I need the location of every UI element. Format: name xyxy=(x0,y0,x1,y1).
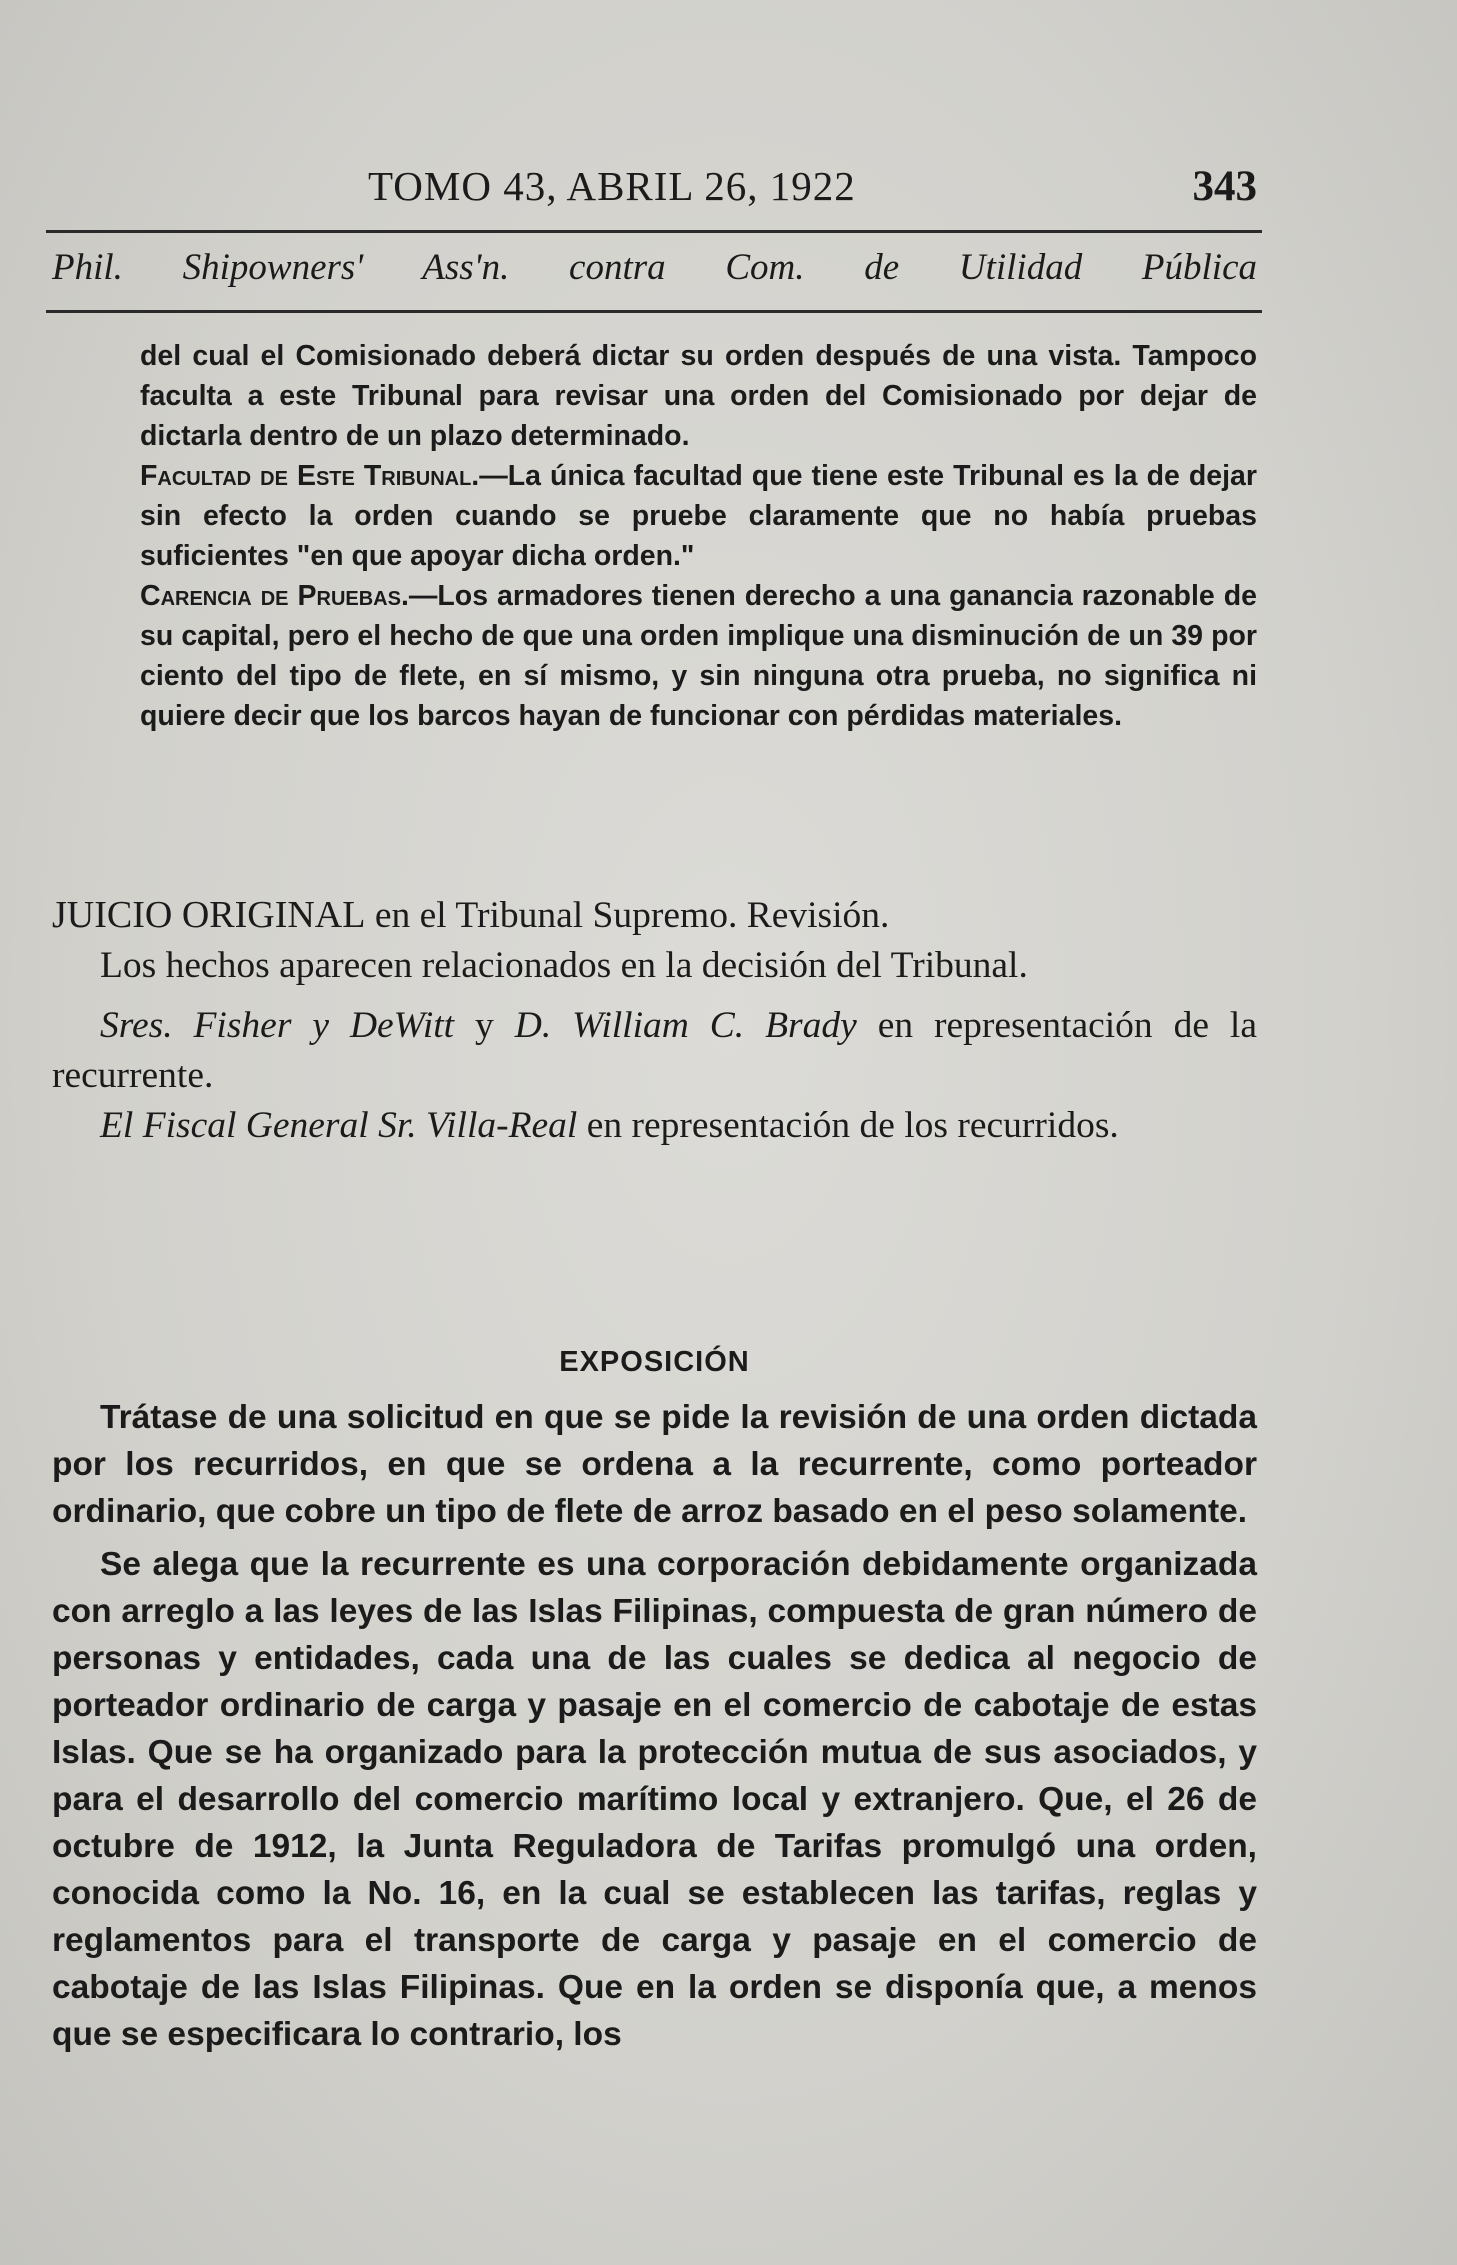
page-number: 343 xyxy=(1192,163,1257,210)
case-body xyxy=(52,890,1257,1151)
syllabus xyxy=(52,336,1257,736)
counsel-petitioner-rest: en representación de la recurrente. xyxy=(52,1005,1258,1096)
syllabus-item-3 xyxy=(52,576,1257,736)
exposition-heading: EXPOSICIÓN xyxy=(559,1346,750,1378)
header-rule-bottom xyxy=(46,310,1262,313)
syllabus-intro: del cual el Comisionado deberá dictar su orden después de una vista. Tampoco faculta a este Tribunal para revisar una orden del Comisionado por dejar de dictarla dentro de un plazo determinado. xyxy=(140,340,1257,452)
syllabus-item-2-title: Facultad de Este Tribunal. xyxy=(140,460,480,492)
case-lead-rest: en el Tribunal Supremo. Revisión. xyxy=(365,895,890,936)
counsel-petitioner-names: Sres. Fisher y DeWitt xyxy=(100,1005,455,1046)
running-head: Phil. Shipowners' Ass'n. contra Com. de Utilidad Pública xyxy=(52,247,1257,288)
exposition-paragraph-2: Se alega que la recurrente es una corporación debidamente organizada con arreglo a las leyes de las Islas Filipinas, compuesta de gran número de personas y entidades, cada una de las cuales se dedica al negocio de porteador ordinario de carga y pasaje en el comercio de cabotaje de estas Islas. Que se ha organizado para la protección mutua de sus asociados, y para el desarrollo del comercio marítimo local y extranjero. Que, el 26 de octubre de 1912, la Junta Reguladora de Tarifas promulgó una orden, conocida como la No. 16, en la cual se establecen las tarifas, reglas y reglamentos para el transporte de carga y pasaje en el comercio de cabotaje de las Islas Filipinas. Que en la orden se disponía que, a menos que se especificara lo contrario, los xyxy=(52,1546,1257,2053)
page-header xyxy=(52,162,1257,218)
counsel-petitioner xyxy=(52,1001,1257,1101)
case-lead-caps: JUICIO ORIGINAL xyxy=(52,894,366,936)
counsel-respondent-rest: en representación de los recurridos. xyxy=(577,1105,1119,1146)
syllabus-item-3-text: —Los armadores tienen derecho a una ganancia razonable de su capital, pero el hecho de que una orden implique una disminución de un 39 por ciento del tipo de flete, en sí mismo, y sin ninguna otra prueba, no significa ni quiere decir que los barcos hayan de funcionar con pérdidas materiales. xyxy=(140,580,1257,732)
syllabus-item-3-title: Carencia de Pruebas. xyxy=(140,580,409,612)
counsel-petitioner-and: y xyxy=(454,1005,515,1046)
counsel-respondent xyxy=(52,1101,1257,1151)
syllabus-item-2-text: —La única facultad que tiene este Tribunal es la de dejar sin efecto la orden cuando se pruebe claramente que no había pruebas suficientes "en que apoyar dicha orden." xyxy=(140,460,1257,572)
counsel-petitioner-name2: D. William C. Brady xyxy=(514,1005,857,1046)
case-facts: Los hechos aparecen relacionados en la decisión del Tribunal. xyxy=(100,945,1028,986)
case-lead xyxy=(52,890,1257,941)
volume-date-title: TOMO 43, ABRIL 26, 1922 xyxy=(368,163,856,209)
counsel-respondent-name: El Fiscal General Sr. Villa-Real xyxy=(100,1105,578,1146)
syllabus-item-2 xyxy=(52,456,1257,576)
exposition-section xyxy=(52,1335,1257,2064)
exposition-paragraph-1: Trátase de una solicitud en que se pide la revisión de una orden dictada por los recurridos, en que se ordena a la recurrente, como porteador ordinario, que cobre un tipo de flete de arroz basado en el peso solamente. xyxy=(52,1399,1257,1530)
header-rule-top xyxy=(46,230,1262,233)
